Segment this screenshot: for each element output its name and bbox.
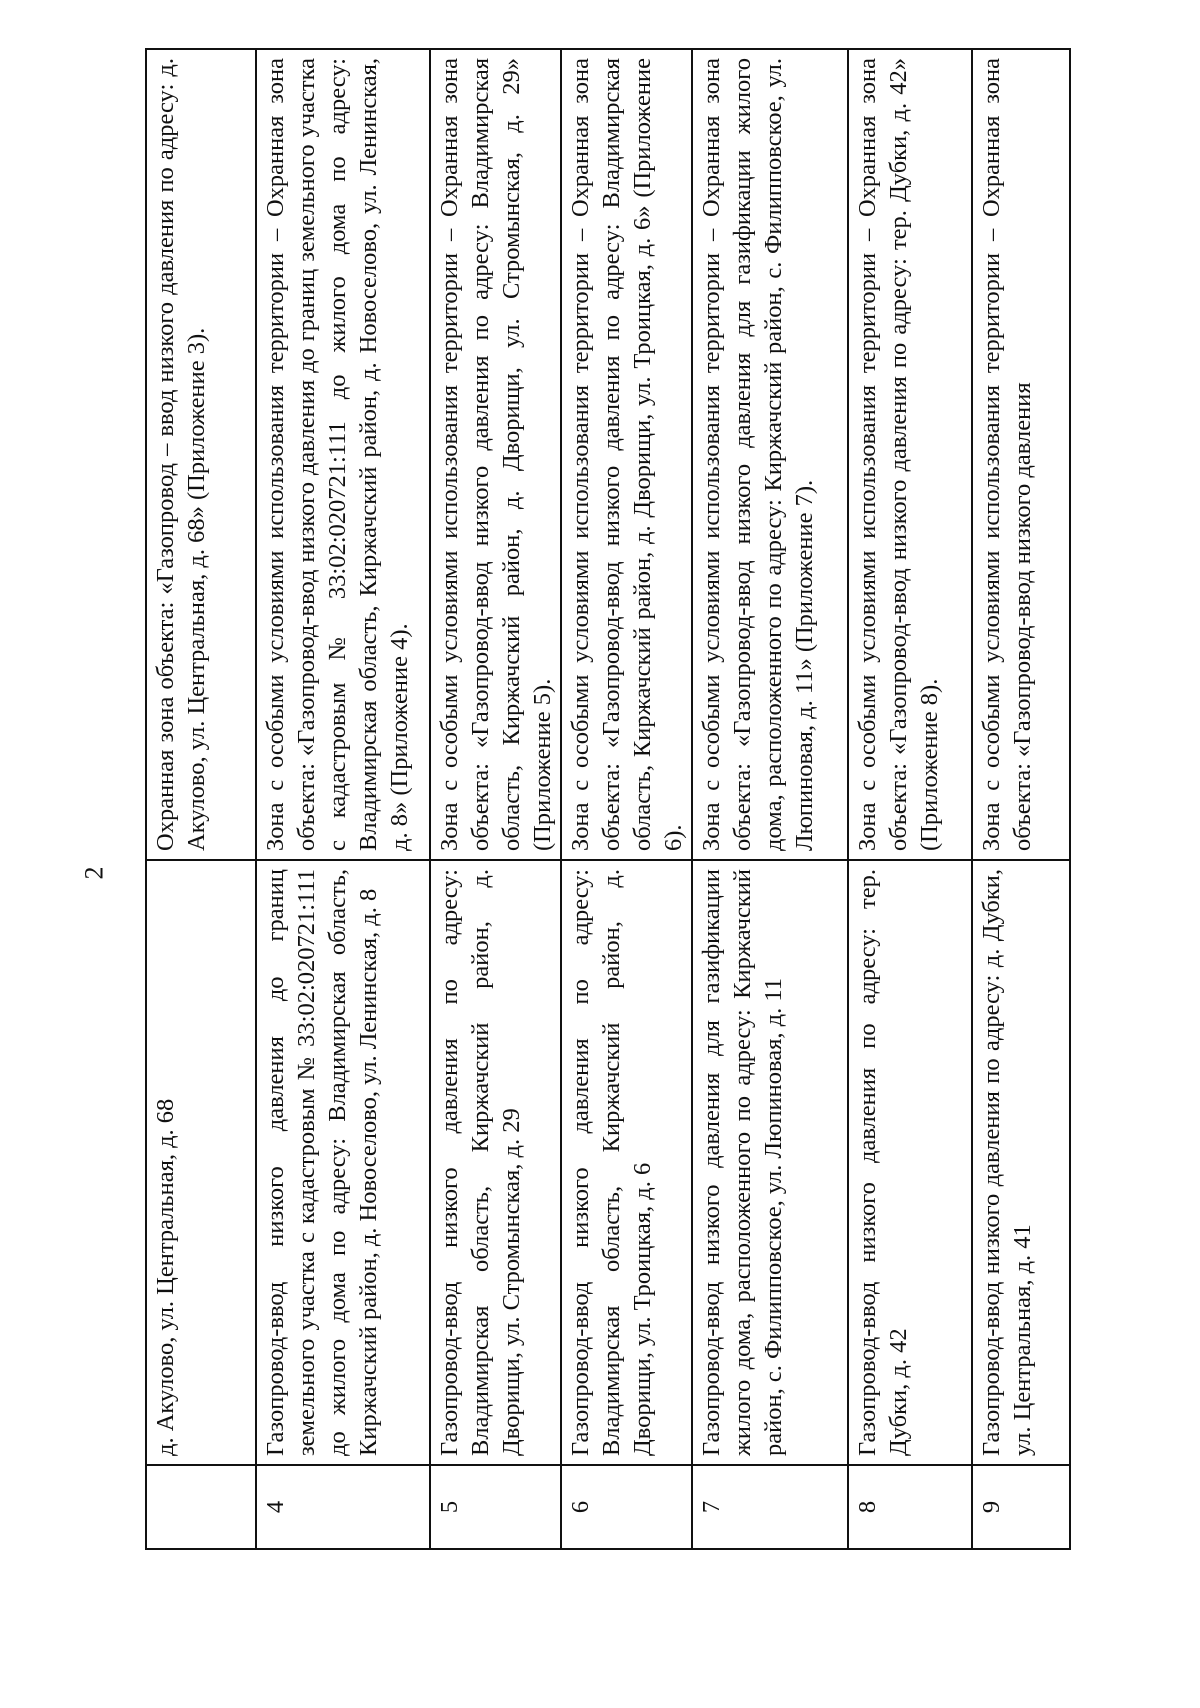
row-number-cell: 6	[561, 1465, 692, 1549]
row-number-cell	[146, 1465, 256, 1549]
zone-cell: Зона с особыми условиями использования территории – Охранная зона объекта: «Газопровод-ввод низкого давления для газификации жилого дома, расположенного по адресу: Киржачский район, с. Филипповское, ул. Люпиновая, д. 11» (Приложение 7).	[692, 49, 848, 860]
zone-cell: Зона с особыми условиями использования территории – Охранная зона объекта: «Газопровод-ввод низкого давления по адресу: Владимирская область, Киржачский район, д. Дворищи, ул. Троицкая, д. 6» (Приложение 6).	[561, 49, 692, 860]
document-table-rotated	[145, 50, 1055, 1550]
table-row	[256, 49, 430, 1549]
table-row	[848, 49, 972, 1549]
zone-cell: Зона с особыми условиями использования территории – Охранная зона объекта: «Газопровод-ввод низкого давления по адресу: Владимирская область, Киржачский район, д. Дворищи, ул. Стромынская, д. 29» (Приложение 5).	[430, 49, 561, 860]
object-cell: Газопровод-ввод низкого давления по адресу: тер. Дубки, д. 42	[848, 860, 972, 1465]
object-cell: Газопровод-ввод низкого давления по адресу: Владимирская область, Киржачский район, д. Дворищи, ул. Троицкая, д. 6	[561, 860, 692, 1465]
row-number-cell: 5	[430, 1465, 561, 1549]
row-number-cell: 8	[848, 1465, 972, 1549]
object-cell: Газопровод-ввод низкого давления до границ земельного участка с кадастровым № 33:02:020721:111 до жилого дома по адресу: Владимирская область, Киржачский район, д. Новоселово, ул. Ленинская, д. 8	[256, 860, 430, 1465]
table-row	[972, 49, 1070, 1549]
table-row	[146, 49, 256, 1549]
object-cell: Газопровод-ввод низкого давления по адресу: д. Дубки, ул. Центральная, д. 41	[972, 860, 1070, 1465]
gas-pipeline-zones-table	[145, 48, 1071, 1550]
page-number: 2	[79, 866, 109, 880]
table-row	[692, 49, 848, 1549]
object-cell: Газопровод-ввод низкого давления для газификации жилого дома, расположенного по адресу: Киржачский район, с. Филипповское, ул. Люпиновая, д. 11	[692, 860, 848, 1465]
zone-cell: Зона с особыми условиями использования территории – Охранная зона объекта: «Газопровод-ввод низкого давления по адресу: тер. Дубки, д. 42» (Приложение 8).	[848, 49, 972, 860]
table-row	[561, 49, 692, 1549]
row-number-cell: 7	[692, 1465, 848, 1549]
zone-cell: Зона с особыми условиями использования территории – Охранная зона объекта: «Газопровод-ввод низкого давления	[972, 49, 1070, 860]
row-number-cell: 4	[256, 1465, 430, 1549]
row-number-cell: 9	[972, 1465, 1070, 1549]
object-cell: д. Акулово, ул. Центральная, д. 68	[146, 860, 256, 1465]
object-cell: Газопровод-ввод низкого давления по адресу: Владимирская область, Киржачский район, д. Дворищи, ул. Стромынская, д. 29	[430, 860, 561, 1465]
zone-cell: Охранная зона объекта: «Газопровод – ввод низкого давления по адресу: д. Акулово, ул. Центральная, д. 68» (Приложение 3).	[146, 49, 256, 860]
zone-cell: Зона с особыми условиями использования территории – Охранная зона объекта: «Газопровод-ввод низкого давления до границ земельного участка с кадастровым № 33:02:020721:111 до жилого дома по адресу: Владимирская область, Киржачский район, д. Новоселово, ул. Ленинская, д. 8» (Приложение 4).	[256, 49, 430, 860]
table-row	[430, 49, 561, 1549]
